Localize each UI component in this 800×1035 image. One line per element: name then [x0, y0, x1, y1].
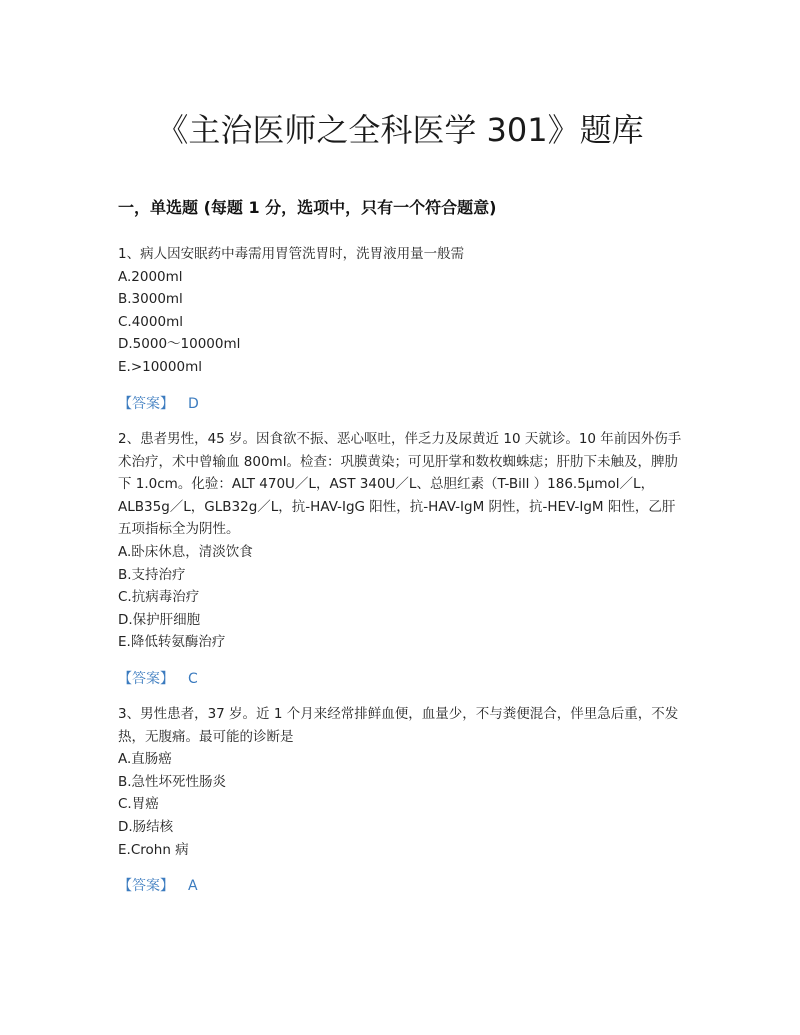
question-stem: 3、男性患者，37 岁。近 1 个月来经常排鲜血便，血量少，不与粪便混合，伴里急后重，不发热，无腹痛。最可能的诊断是: [118, 706, 679, 745]
option-e: E.>10000ml: [118, 358, 202, 375]
option-c: C.胃癌: [118, 796, 159, 813]
option-a: A.直肠癌: [118, 751, 172, 768]
option-d: D.保护肝细胞: [118, 611, 201, 628]
option-b: B.3000ml: [118, 291, 183, 308]
question-block: [118, 428, 688, 690]
answer-label: 【答案】: [118, 878, 174, 895]
answer-value: A: [188, 878, 198, 895]
option-a: A.卧床休息，清淡饮食: [118, 543, 253, 560]
option-d: D.5000～10000ml: [118, 336, 241, 353]
option-c: C.抗病毒治疗: [118, 589, 200, 606]
option-c: C.4000ml: [118, 313, 183, 330]
question-block: [118, 243, 688, 415]
question-stem: 1、病人因安眠药中毒需用胃管洗胃时，洗胃液用量一般需: [118, 246, 465, 262]
answer-label: 【答案】: [118, 395, 174, 412]
option-e: E.降低转氨酶治疗: [118, 634, 226, 651]
question-stem: 2、患者男性，45 岁。因食欲不振、恶心呕吐，伴乏力及尿黄近 10 天就诊。10 年前因外伤手术治疗，术中曾输血 800ml。检查：巩膜黄染；可见肝掌和数枚蜘蛛痣；肝肋下未触及，脾肋下 1.0cm。化验：ALT 470U／L，AST 340U／L、总胆红素（T-Bill ）186.5μmol／L，ALB35g／L，GLB32g／L，抗-HAV-IgG 阳性，抗-HAV-IgM 阴性，抗-HEV-IgM 阳性，乙肝五项指标全为阴性。: [118, 431, 682, 538]
option-e: E.Crohn 病: [118, 841, 189, 858]
option-b: B.支持治疗: [118, 566, 186, 583]
option-b: B.急性坏死性肠炎: [118, 773, 227, 790]
option-a: A.2000ml: [118, 268, 183, 285]
answer-line: [118, 393, 688, 415]
answer-value: D: [188, 395, 199, 412]
section-heading: 一，单选题 (每题 1 分，选项中，只有一个符合题意): [118, 198, 497, 217]
answer-line: [118, 875, 688, 897]
answer-label: 【答案】: [118, 670, 174, 687]
answer-line: [118, 668, 688, 690]
document-title: 《主治医师之全科医学 301》题库: [156, 111, 644, 149]
question-block: [118, 703, 688, 897]
option-d: D.肠结核: [118, 818, 174, 835]
answer-value: C: [188, 670, 198, 687]
